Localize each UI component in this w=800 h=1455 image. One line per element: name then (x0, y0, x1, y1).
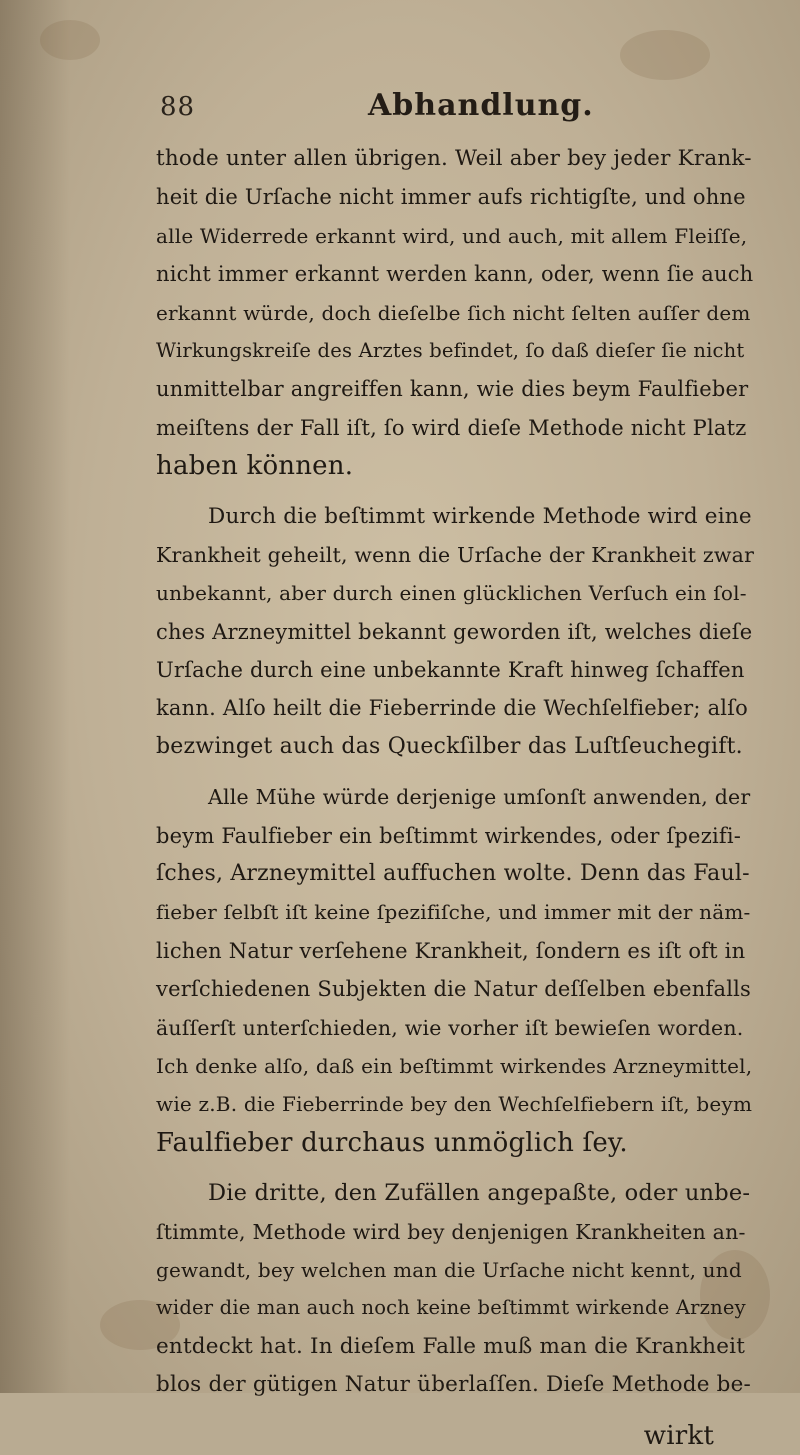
stain (40, 20, 100, 60)
text-line: meiſtens der Fall iſt, ſo wird dieſe Methode nicht Platz (156, 415, 747, 440)
text-line: Urſache durch eine unbekannte Kraft hinweg ſchaffen (156, 658, 745, 683)
text-line: wie z.B. die Fieberrinde bey den Wechſelfiebern iſt, beym (156, 1092, 753, 1117)
page-header (160, 88, 740, 128)
text-line: beym Faulfieber ein beſtimmt wirkendes, oder ſpezifi- (156, 823, 742, 848)
text-line: unbekannt, aber durch einen glücklichen Verſuch ein ſol- (156, 581, 747, 606)
body-text (156, 140, 754, 1455)
text-line: alle Widerrede erkannt wird, und auch, mit allem Fleiſſe, (156, 223, 748, 248)
text-line: Die dritte, den Zufällen angepaßte, oder unbe- (208, 1180, 751, 1207)
text-line: heit die Urſache nicht immer aufs richtigſte, und ohne (156, 185, 746, 210)
text-line: entdeckt hat. In dieſem Falle muß man die Krankheit (156, 1333, 746, 1359)
text-line: äuſſerſt unterſchieden, wie vorher iſt bewieſen worden. (156, 1015, 744, 1040)
text-line: blos der gütigen Natur überlaſſen. Dieſe Methode be- (156, 1372, 752, 1398)
text-line: erkannt würde, doch dieſelbe ſich nicht ſelten auſſer dem (156, 300, 751, 325)
paragraph-4 (156, 1174, 754, 1404)
text-line: bezwinget auch das Queckſilber das Luſtſeuchegift. (156, 733, 743, 759)
text-line: nicht immer erkannt werden kann, oder, wenn ſie auch (156, 262, 754, 287)
text-line: thode unter allen übrigen. Weil aber bey jeder Krank- (156, 146, 752, 171)
text-line: wider die man auch noch keine beſtimmt wirkende Arzney (156, 1296, 746, 1320)
text-line: kann. Alſo heilt die Fieberrinde die Wechſelfieber; alſo (156, 696, 749, 721)
text-line: gewandt, bey welchen man die Urſache nicht kennt, und (156, 1257, 742, 1282)
text-line: ches Arzneymittel bekannt geworden iſt, welches dieſe (156, 619, 753, 644)
page-number: 88 (160, 92, 196, 122)
text-line: lichen Natur verſehene Krankheit, ſondern es iſt oft in (156, 938, 746, 963)
gutter-shadow (0, 0, 70, 1393)
running-head: Abhandlung. (368, 88, 594, 123)
paragraph-3 (156, 778, 754, 1162)
text-line: ſches, Arzneymittel auffuchen wolte. Denn das Faul- (156, 861, 750, 887)
text-line: verſchiedenen Subjekten die Natur deſſelben ebenfalls (156, 977, 752, 1002)
catchword: wirkt (643, 1420, 714, 1451)
text-line: unmittelbar angreiffen kann, wie dies beym Faulfieber (156, 377, 749, 402)
text-line: Durch die beſtimmt wirkende Methode wird eine (208, 503, 752, 529)
text-line: haben können. (156, 451, 354, 482)
text-line: Faulfieber durchaus unmöglich ſey. (156, 1127, 628, 1158)
text-line: Ich denke alſo, daß ein beſtimmt wirkendes Arzneymittel, (156, 1053, 753, 1078)
text-line: Krankheit geheilt, wenn die Urſache der Krankheit zwar (156, 542, 755, 567)
text-line: Alle Mühe würde derjenige umſonſt anwenden, der (208, 785, 751, 810)
text-line: Wirkungskreiſe des Arztes befindet, ſo daß dieſer ſie nicht (156, 338, 745, 362)
paragraph-2 (156, 498, 754, 767)
stain (620, 30, 710, 80)
text-line: ſtimmte, Methode wird bey denjenigen Krankheiten an- (156, 1219, 746, 1244)
text-line: fieber ſelbſt iſt keine ſpezifiſche, und immer mit der näm- (156, 900, 751, 925)
paragraph-1 (156, 140, 754, 486)
